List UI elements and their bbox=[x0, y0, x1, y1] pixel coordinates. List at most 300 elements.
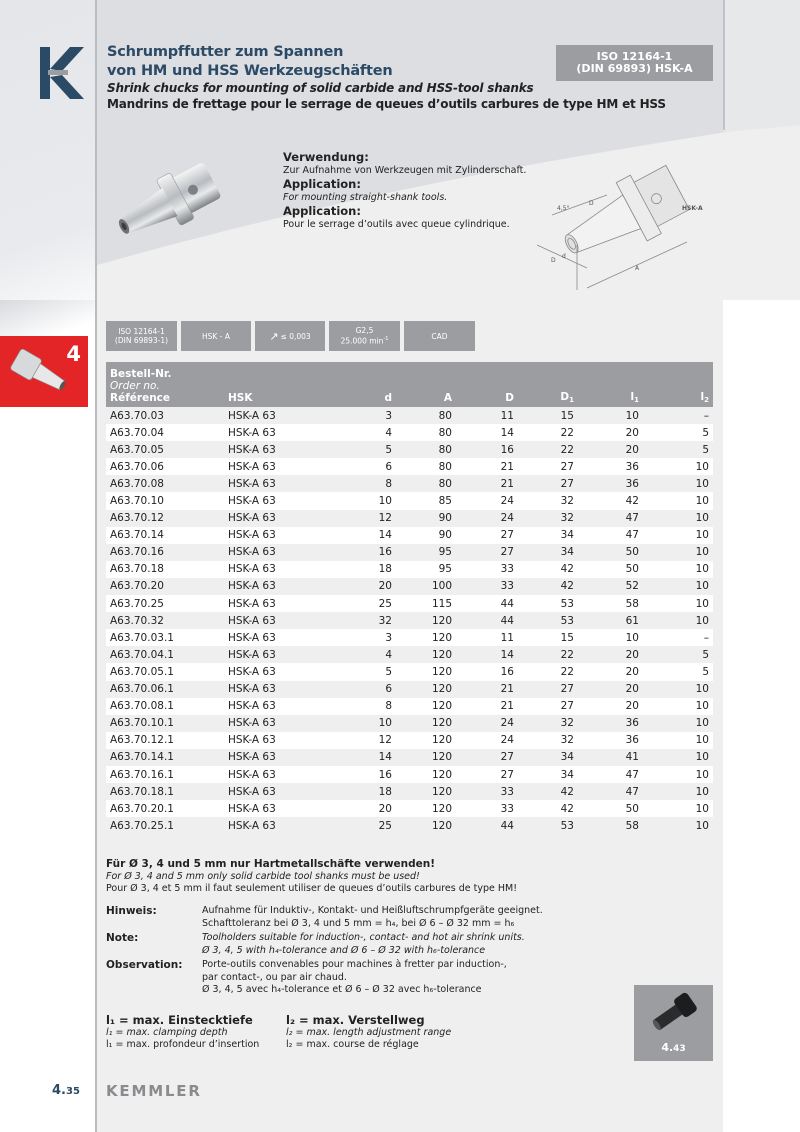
cell-D: 44 bbox=[456, 595, 518, 612]
drawing-label-angle: 4,5° bbox=[557, 205, 570, 212]
col-header-l1-main: l bbox=[630, 391, 635, 403]
table-row bbox=[106, 595, 713, 612]
cell-l1: 20 bbox=[578, 681, 643, 698]
carbide-warning bbox=[106, 858, 606, 896]
cell-D: 44 bbox=[456, 612, 518, 629]
spec-hsk-label: HSK - A bbox=[202, 331, 230, 341]
legend-l1-fr: l₁ = max. profondeur d’insertion bbox=[106, 1039, 260, 1050]
drawing-label-A: A bbox=[635, 265, 640, 272]
cell-D1: 27 bbox=[518, 698, 578, 715]
cell-D1: 22 bbox=[518, 646, 578, 663]
cell-hsk: HSK-A 63 bbox=[224, 475, 344, 492]
cell-order-no: A63.70.25.1 bbox=[106, 817, 224, 834]
cell-A: 120 bbox=[396, 800, 456, 817]
cell-hsk: HSK-A 63 bbox=[224, 527, 344, 544]
page-title-de bbox=[107, 43, 393, 81]
col-header-D: D bbox=[456, 362, 518, 407]
col-header-l1-sub: 1 bbox=[634, 396, 639, 404]
cell-l2: 10 bbox=[643, 766, 713, 783]
cell-l1: 42 bbox=[578, 492, 643, 509]
iso-badge-line2: (DIN 69893) HSK-A bbox=[576, 62, 693, 75]
cell-A: 80 bbox=[396, 407, 456, 424]
cell-d: 25 bbox=[344, 595, 396, 612]
cell-d: 20 bbox=[344, 800, 396, 817]
note-en-line: Toolholders suitable for induction-, contact- and hot air shrink units. bbox=[202, 932, 525, 943]
drawing-label-d: d bbox=[562, 253, 566, 260]
order-no-label-de: Bestell-Nr. bbox=[110, 368, 172, 380]
cell-l2: 5 bbox=[643, 646, 713, 663]
cell-hsk: HSK-A 63 bbox=[224, 783, 344, 800]
note-fr-line: Porte-outils convenables pour machines à fretter par induction-, bbox=[202, 959, 507, 970]
col-header-l1 bbox=[578, 362, 643, 407]
col-header-D1-sub: 1 bbox=[569, 396, 574, 404]
cell-l2: 10 bbox=[643, 817, 713, 834]
cell-l1: 36 bbox=[578, 732, 643, 749]
spec-badge-balance bbox=[329, 321, 400, 351]
cell-D1: 53 bbox=[518, 595, 578, 612]
col-header-l2 bbox=[643, 362, 713, 407]
cell-hsk: HSK-A 63 bbox=[224, 544, 344, 561]
cell-l2: 10 bbox=[643, 698, 713, 715]
cell-D1: 53 bbox=[518, 612, 578, 629]
col-header-A: A bbox=[396, 362, 456, 407]
cell-A: 85 bbox=[396, 492, 456, 509]
cell-order-no: A63.70.03 bbox=[106, 407, 224, 424]
cell-hsk: HSK-A 63 bbox=[224, 681, 344, 698]
note-fr bbox=[106, 959, 586, 997]
spec-badge-cad[interactable] bbox=[404, 321, 475, 351]
cell-order-no: A63.70.12 bbox=[106, 510, 224, 527]
note-label-de: Hinweis: bbox=[106, 905, 157, 917]
cell-D: 24 bbox=[456, 715, 518, 732]
cell-A: 95 bbox=[396, 544, 456, 561]
note-en-line: Ø 3, 4, 5 with h₄-tolerance and Ø 6 – Ø 32 with h₆-tolerance bbox=[202, 944, 486, 956]
cell-hsk: HSK-A 63 bbox=[224, 663, 344, 680]
table-row bbox=[106, 544, 713, 561]
chapter-tab-shade bbox=[0, 300, 95, 336]
legend-l1-de: l₁ = max. Einstecktiefe bbox=[106, 1013, 253, 1027]
cell-order-no: A63.70.14 bbox=[106, 527, 224, 544]
note-en bbox=[106, 932, 586, 957]
kemmler-k-logo bbox=[40, 47, 84, 99]
spec-iso-line2: (DIN 69893-1) bbox=[114, 336, 169, 345]
table-row bbox=[106, 492, 713, 509]
cell-D: 33 bbox=[456, 783, 518, 800]
cell-D1: 27 bbox=[518, 681, 578, 698]
table-row bbox=[106, 698, 713, 715]
col-header-D1-main: D bbox=[560, 391, 570, 403]
cell-d: 8 bbox=[344, 475, 396, 492]
cell-l1: 61 bbox=[578, 612, 643, 629]
usage-text-de: Zur Aufnahme von Werkzeugen mit Zylinderschaft. bbox=[283, 165, 527, 176]
usage-text-en: For mounting straight-shank tools. bbox=[283, 192, 448, 203]
legend-l2-de: l₂ = max. Verstellweg bbox=[286, 1013, 425, 1027]
warning-de: Für Ø 3, 4 und 5 mm nur Hartmetallschäfte verwenden! bbox=[106, 858, 436, 870]
page-number bbox=[52, 1083, 80, 1098]
title-de-line1: Schrumpffutter zum Spannen bbox=[107, 44, 344, 60]
cell-l1: 47 bbox=[578, 766, 643, 783]
cell-hsk: HSK-A 63 bbox=[224, 766, 344, 783]
cell-l1: 58 bbox=[578, 595, 643, 612]
right-divider bbox=[723, 0, 725, 130]
cell-hsk: HSK-A 63 bbox=[224, 407, 344, 424]
cell-order-no: A63.70.16 bbox=[106, 544, 224, 561]
cell-D: 24 bbox=[456, 510, 518, 527]
cell-D1: 34 bbox=[518, 527, 578, 544]
cell-l1: 41 bbox=[578, 749, 643, 766]
cell-order-no: A63.70.05.1 bbox=[106, 663, 224, 680]
order-no-label-fr: Référence bbox=[110, 392, 171, 404]
page-number-main: 4. bbox=[52, 1083, 66, 1098]
cell-D: 21 bbox=[456, 698, 518, 715]
cell-l2: 10 bbox=[643, 458, 713, 475]
cell-hsk: HSK-A 63 bbox=[224, 424, 344, 441]
cell-D: 27 bbox=[456, 766, 518, 783]
cell-l1: 47 bbox=[578, 510, 643, 527]
cell-D1: 27 bbox=[518, 458, 578, 475]
cross-reference-link[interactable] bbox=[634, 985, 713, 1061]
cell-d: 16 bbox=[344, 766, 396, 783]
cell-d: 12 bbox=[344, 732, 396, 749]
usage-heading-de: Verwendung: bbox=[283, 150, 369, 164]
cell-D: 24 bbox=[456, 732, 518, 749]
cell-hsk: HSK-A 63 bbox=[224, 492, 344, 509]
cell-l1: 47 bbox=[578, 783, 643, 800]
page-title-fr: Mandrins de frettage pour le serrage de queues d’outils carbures de type HM et HSS bbox=[107, 97, 666, 111]
cell-d: 6 bbox=[344, 681, 396, 698]
cell-D: 16 bbox=[456, 441, 518, 458]
cell-l1: 36 bbox=[578, 458, 643, 475]
table-row bbox=[106, 441, 713, 458]
table-row bbox=[106, 578, 713, 595]
cell-l2: 10 bbox=[643, 561, 713, 578]
cell-d: 12 bbox=[344, 510, 396, 527]
cell-A: 120 bbox=[396, 732, 456, 749]
cell-D1: 34 bbox=[518, 766, 578, 783]
table-row bbox=[106, 749, 713, 766]
col-header-d: d bbox=[344, 362, 396, 407]
table-row bbox=[106, 800, 713, 817]
cell-l2: 10 bbox=[643, 715, 713, 732]
note-fr-line: par contact-, ou par air chaud. bbox=[202, 971, 347, 983]
note-label-en: Note: bbox=[106, 932, 139, 944]
spec-badge-iso bbox=[106, 321, 177, 351]
cell-order-no: A63.70.10 bbox=[106, 492, 224, 509]
cell-d: 25 bbox=[344, 817, 396, 834]
cell-D: 33 bbox=[456, 800, 518, 817]
drawing-label-hsk: HSK-A bbox=[682, 205, 703, 212]
cell-A: 120 bbox=[396, 646, 456, 663]
cell-order-no: A63.70.18.1 bbox=[106, 783, 224, 800]
cell-D1: 22 bbox=[518, 663, 578, 680]
cell-D1: 42 bbox=[518, 783, 578, 800]
cell-l1: 20 bbox=[578, 424, 643, 441]
cell-A: 90 bbox=[396, 527, 456, 544]
cell-l2: 10 bbox=[643, 681, 713, 698]
cell-D1: 15 bbox=[518, 407, 578, 424]
cell-D1: 15 bbox=[518, 629, 578, 646]
cell-l2: 10 bbox=[643, 475, 713, 492]
cell-A: 120 bbox=[396, 715, 456, 732]
cell-A: 100 bbox=[396, 578, 456, 595]
col-header-hsk: HSK bbox=[224, 362, 344, 407]
cell-order-no: A63.70.08.1 bbox=[106, 698, 224, 715]
spec-badge-hsk bbox=[181, 321, 251, 351]
cell-d: 18 bbox=[344, 561, 396, 578]
cell-hsk: HSK-A 63 bbox=[224, 629, 344, 646]
cell-D1: 34 bbox=[518, 749, 578, 766]
cell-D: 24 bbox=[456, 492, 518, 509]
cell-l2: 5 bbox=[643, 424, 713, 441]
cell-D1: 42 bbox=[518, 578, 578, 595]
cell-D: 21 bbox=[456, 458, 518, 475]
cell-order-no: A63.70.06.1 bbox=[106, 681, 224, 698]
cell-l2: 10 bbox=[643, 510, 713, 527]
runout-arrow-icon: ↗ bbox=[269, 329, 279, 343]
cell-order-no: A63.70.06 bbox=[106, 458, 224, 475]
cell-d: 20 bbox=[344, 578, 396, 595]
note-label-fr: Observation: bbox=[106, 959, 183, 971]
note-de bbox=[106, 905, 586, 930]
cell-hsk: HSK-A 63 bbox=[224, 715, 344, 732]
chapter-tab[interactable] bbox=[0, 336, 88, 407]
cell-D: 14 bbox=[456, 646, 518, 663]
cell-l1: 20 bbox=[578, 646, 643, 663]
cell-l2: – bbox=[643, 407, 713, 424]
cell-hsk: HSK-A 63 bbox=[224, 458, 344, 475]
cell-d: 4 bbox=[344, 646, 396, 663]
cell-l2: – bbox=[643, 629, 713, 646]
cell-l1: 20 bbox=[578, 663, 643, 680]
table-row bbox=[106, 766, 713, 783]
notes-section bbox=[106, 905, 586, 999]
cell-hsk: HSK-A 63 bbox=[224, 595, 344, 612]
cell-hsk: HSK-A 63 bbox=[224, 578, 344, 595]
spec-cad-label: CAD bbox=[431, 331, 448, 341]
cell-d: 8 bbox=[344, 698, 396, 715]
cell-D: 11 bbox=[456, 629, 518, 646]
cell-l2: 10 bbox=[643, 595, 713, 612]
cell-l2: 10 bbox=[643, 492, 713, 509]
spec-badges bbox=[106, 321, 475, 351]
cell-A: 120 bbox=[396, 783, 456, 800]
table-row bbox=[106, 663, 713, 680]
cell-l2: 10 bbox=[643, 783, 713, 800]
cell-D: 33 bbox=[456, 578, 518, 595]
warning-en: For Ø 3, 4 and 5 mm only solid carbide tool shanks must be used! bbox=[106, 870, 420, 882]
cell-order-no: A63.70.32 bbox=[106, 612, 224, 629]
spec-badge-runout bbox=[255, 321, 325, 351]
cell-D: 27 bbox=[456, 749, 518, 766]
cell-D1: 34 bbox=[518, 544, 578, 561]
col-header-D1 bbox=[518, 362, 578, 407]
table-row bbox=[106, 681, 713, 698]
cell-d: 3 bbox=[344, 407, 396, 424]
cell-l2: 10 bbox=[643, 749, 713, 766]
cell-l1: 20 bbox=[578, 441, 643, 458]
note-de-line: Schafttoleranz bei Ø 3, 4 und 5 mm = h₄, bei Ø 6 – Ø 32 mm = h₆ bbox=[202, 917, 515, 929]
cell-D1: 22 bbox=[518, 424, 578, 441]
cell-hsk: HSK-A 63 bbox=[224, 441, 344, 458]
usage-heading-fr: Application: bbox=[283, 204, 361, 218]
table-row bbox=[106, 407, 713, 424]
table-row bbox=[106, 510, 713, 527]
usage-text-fr: Pour le serrage d’outils avec queue cylindrique. bbox=[283, 219, 510, 230]
cell-A: 120 bbox=[396, 629, 456, 646]
cell-A: 120 bbox=[396, 612, 456, 629]
cell-d: 18 bbox=[344, 783, 396, 800]
iso-standard-badge bbox=[556, 45, 713, 81]
cell-l1: 47 bbox=[578, 527, 643, 544]
table-row bbox=[106, 629, 713, 646]
cell-l2: 10 bbox=[643, 732, 713, 749]
cell-d: 14 bbox=[344, 749, 396, 766]
cell-hsk: HSK-A 63 bbox=[224, 800, 344, 817]
iso-badge-line1: ISO 12164-1 bbox=[596, 50, 673, 63]
spec-runout-value: ≤ 0,003 bbox=[280, 331, 311, 341]
cell-A: 80 bbox=[396, 424, 456, 441]
cell-order-no: A63.70.18 bbox=[106, 561, 224, 578]
legend-l2-fr: l₂ = max. course de réglage bbox=[286, 1039, 419, 1050]
cell-D1: 42 bbox=[518, 561, 578, 578]
cell-D1: 27 bbox=[518, 475, 578, 492]
cell-l1: 10 bbox=[578, 629, 643, 646]
chapter-product-icon bbox=[6, 342, 72, 402]
drawing-label-D: D bbox=[589, 200, 594, 207]
order-no-label-en: Order no. bbox=[110, 380, 160, 392]
cell-l2: 5 bbox=[643, 663, 713, 680]
cell-d: 16 bbox=[344, 544, 396, 561]
table-body bbox=[106, 407, 713, 834]
extension-sleeve-icon bbox=[644, 991, 704, 1035]
page-number-sub: 35 bbox=[65, 1086, 80, 1097]
legend-l2 bbox=[286, 1013, 466, 1051]
cell-l1: 50 bbox=[578, 544, 643, 561]
product-photo-shrink-chuck bbox=[100, 150, 250, 260]
table-row bbox=[106, 783, 713, 800]
cell-hsk: HSK-A 63 bbox=[224, 646, 344, 663]
cell-d: 5 bbox=[344, 441, 396, 458]
cell-A: 120 bbox=[396, 817, 456, 834]
cell-l2: 10 bbox=[643, 800, 713, 817]
cell-A: 120 bbox=[396, 681, 456, 698]
brand-wordmark: KEMMLER bbox=[106, 1082, 202, 1100]
table-row bbox=[106, 612, 713, 629]
cell-A: 95 bbox=[396, 561, 456, 578]
spec-balance-unit-exp: -1 bbox=[383, 336, 389, 343]
cell-D: 27 bbox=[456, 527, 518, 544]
cell-A: 115 bbox=[396, 595, 456, 612]
table-row bbox=[106, 475, 713, 492]
cell-order-no: A63.70.10.1 bbox=[106, 715, 224, 732]
cell-D: 11 bbox=[456, 407, 518, 424]
col-header-l2-sub: 2 bbox=[704, 396, 709, 404]
col-header-order-no bbox=[106, 362, 224, 407]
cell-l2: 10 bbox=[643, 544, 713, 561]
cell-order-no: A63.70.20 bbox=[106, 578, 224, 595]
table-row bbox=[106, 817, 713, 834]
cell-l1: 52 bbox=[578, 578, 643, 595]
cell-l2: 10 bbox=[643, 612, 713, 629]
spec-iso-line1: ISO 12164-1 bbox=[118, 327, 165, 336]
spec-balance-grade: G2,5 bbox=[355, 326, 374, 336]
cell-A: 80 bbox=[396, 475, 456, 492]
cross-reference-page bbox=[634, 1041, 713, 1054]
title-de-line2: von HM und HSS Werkzeugschäften bbox=[107, 63, 393, 79]
cell-D1: 53 bbox=[518, 817, 578, 834]
cell-D1: 32 bbox=[518, 732, 578, 749]
cell-D1: 22 bbox=[518, 441, 578, 458]
cell-D1: 32 bbox=[518, 492, 578, 509]
table-row bbox=[106, 561, 713, 578]
cell-order-no: A63.70.16.1 bbox=[106, 766, 224, 783]
drawing-label-D1: D bbox=[551, 257, 556, 264]
legend-l1-en: l₁ = max. clamping depth bbox=[106, 1027, 228, 1038]
table-row bbox=[106, 732, 713, 749]
cell-order-no: A63.70.12.1 bbox=[106, 732, 224, 749]
cell-D: 16 bbox=[456, 663, 518, 680]
cell-l1: 58 bbox=[578, 817, 643, 834]
order-table bbox=[106, 362, 713, 834]
table-header-row bbox=[106, 362, 713, 407]
cell-d: 14 bbox=[344, 527, 396, 544]
note-text-de bbox=[202, 905, 586, 930]
cell-d: 10 bbox=[344, 492, 396, 509]
technical-drawing bbox=[527, 150, 722, 290]
spec-balance-speed: 25.000 min bbox=[340, 336, 384, 346]
cell-order-no: A63.70.03.1 bbox=[106, 629, 224, 646]
usage-section bbox=[283, 150, 533, 231]
cell-l1: 50 bbox=[578, 561, 643, 578]
table-row bbox=[106, 458, 713, 475]
cell-A: 120 bbox=[396, 698, 456, 715]
cell-d: 4 bbox=[344, 424, 396, 441]
xref-sub: 43 bbox=[673, 1044, 686, 1054]
cell-D1: 32 bbox=[518, 510, 578, 527]
cell-d: 3 bbox=[344, 629, 396, 646]
cell-A: 80 bbox=[396, 441, 456, 458]
note-fr-line: Ø 3, 4, 5 avec h₄-tolerance et Ø 6 – Ø 32 avec h₆-tolerance bbox=[202, 984, 482, 995]
cell-D: 27 bbox=[456, 544, 518, 561]
cell-D: 44 bbox=[456, 817, 518, 834]
cell-A: 120 bbox=[396, 766, 456, 783]
cell-l1: 36 bbox=[578, 475, 643, 492]
cell-order-no: A63.70.05 bbox=[106, 441, 224, 458]
note-text-fr bbox=[202, 959, 586, 997]
cell-A: 80 bbox=[396, 458, 456, 475]
cell-l2: 10 bbox=[643, 527, 713, 544]
cell-l2: 10 bbox=[643, 578, 713, 595]
chapter-number: 4 bbox=[66, 342, 81, 366]
cell-order-no: A63.70.08 bbox=[106, 475, 224, 492]
cell-l1: 20 bbox=[578, 698, 643, 715]
cell-A: 120 bbox=[396, 663, 456, 680]
legend-l2-en: l₂ = max. length adjustment range bbox=[286, 1027, 452, 1038]
cell-D: 21 bbox=[456, 681, 518, 698]
dimension-legend bbox=[106, 1013, 506, 1051]
cell-d: 5 bbox=[344, 663, 396, 680]
page-title-en: Shrink chucks for mounting of solid carbide and HSS-tool shanks bbox=[107, 81, 534, 95]
table-row bbox=[106, 646, 713, 663]
warning-fr: Pour Ø 3, 4 et 5 mm il faut seulement utiliser de queues d’outils carbures de type HM! bbox=[106, 883, 518, 894]
note-de-line: Aufnahme für Induktiv-, Kontakt- und Heißluftschrumpfgeräte geeignet. bbox=[202, 905, 543, 916]
cell-D1: 42 bbox=[518, 800, 578, 817]
cell-hsk: HSK-A 63 bbox=[224, 732, 344, 749]
cell-order-no: A63.70.04.1 bbox=[106, 646, 224, 663]
cell-hsk: HSK-A 63 bbox=[224, 561, 344, 578]
cell-l2: 5 bbox=[643, 441, 713, 458]
cell-hsk: HSK-A 63 bbox=[224, 612, 344, 629]
